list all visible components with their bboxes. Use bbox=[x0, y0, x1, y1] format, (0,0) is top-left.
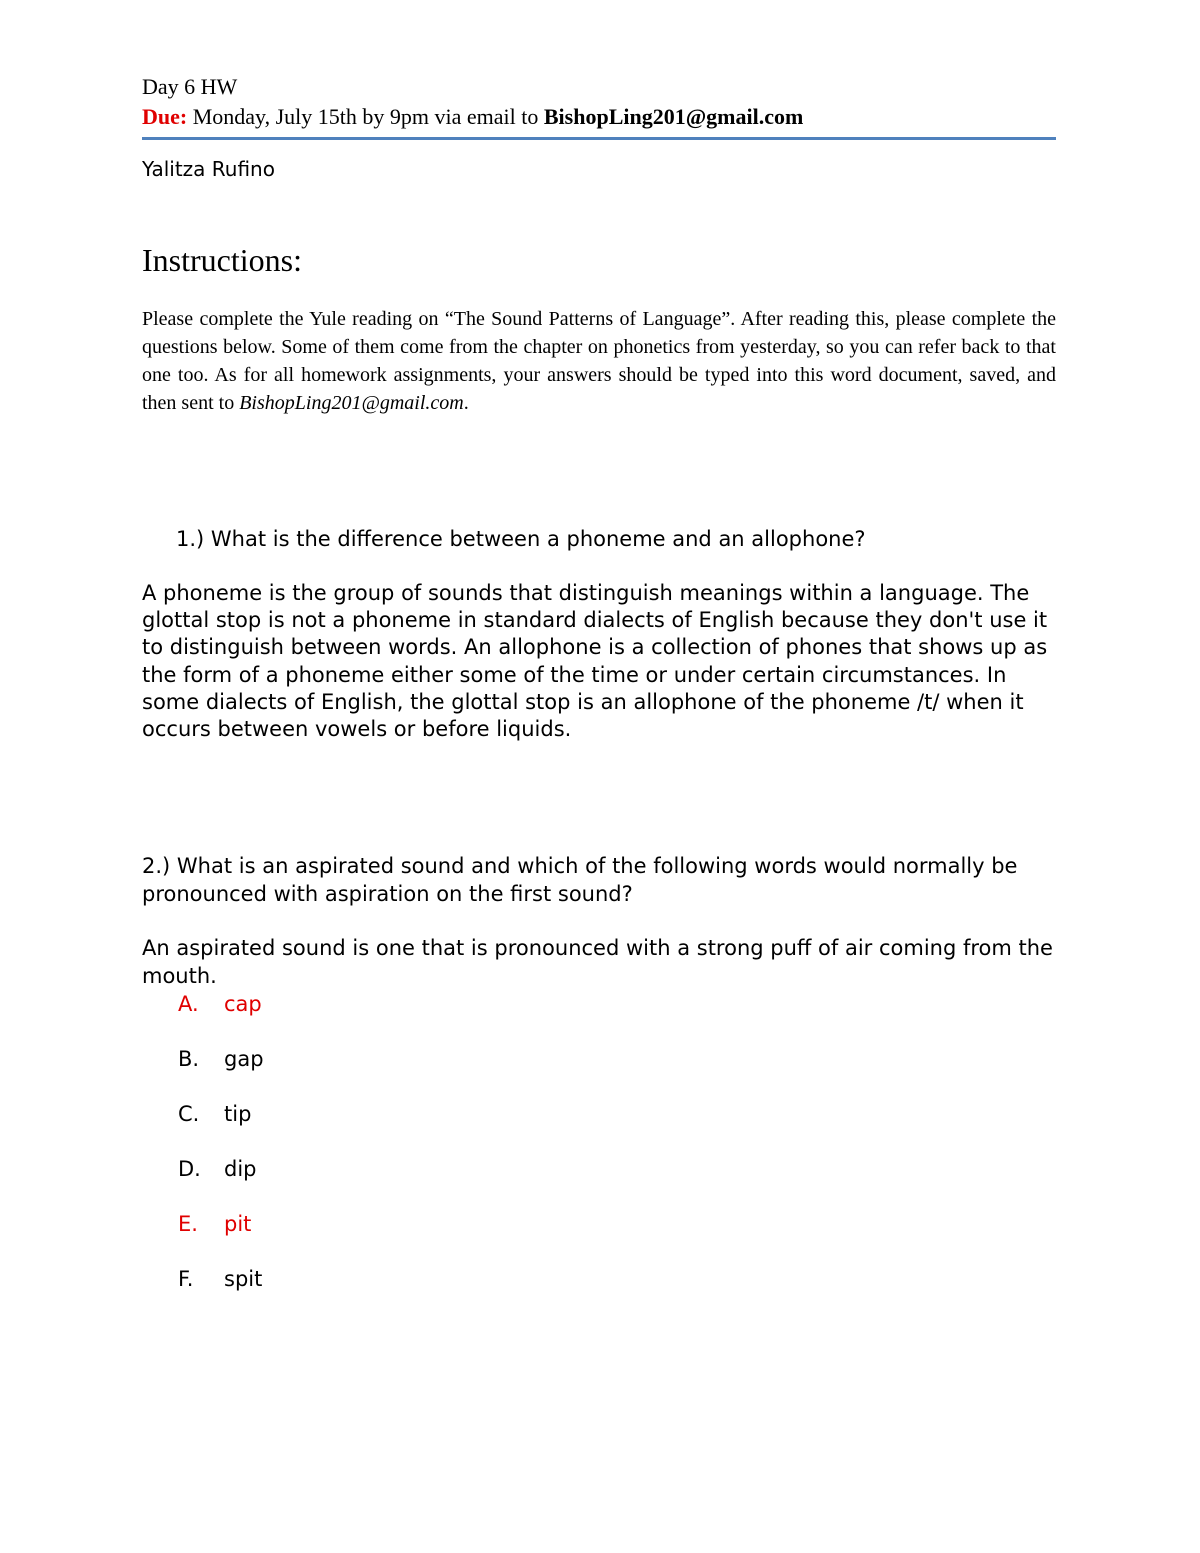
header-rule bbox=[142, 137, 1056, 140]
option-word: dip bbox=[224, 1157, 257, 1181]
question-2-number: 2.) bbox=[142, 854, 171, 878]
option-letter: E. bbox=[178, 1212, 198, 1236]
option-word: cap bbox=[224, 992, 262, 1016]
option-letter: B. bbox=[178, 1047, 200, 1071]
instructions-text: Please complete the Yule reading on “The Sound Patterns of Language”. After reading this, please complete the questions below. Some of them come from the chapter on phonetics from yesterday, so you can refer back to that one too. As for all homework assignments, your answers should be typed into this word document, saved, and then sent to bbox=[142, 308, 1056, 414]
option-b bbox=[178, 1045, 264, 1100]
option-a bbox=[178, 990, 264, 1045]
answer-2: An aspirated sound is one that is pronounced with a strong puff of air coming from the mouth. bbox=[142, 936, 1053, 988]
option-f bbox=[178, 1265, 264, 1320]
option-e bbox=[178, 1210, 264, 1265]
instructions-email: BishopLing201@gmail.com bbox=[239, 392, 464, 414]
option-c bbox=[178, 1100, 264, 1155]
question-2-text: What is an aspirated sound and which of the following words would normally be pronounced with aspiration on the first sound? bbox=[142, 854, 1018, 906]
due-email: BishopLing201@gmail.com bbox=[543, 104, 804, 129]
option-letter: C. bbox=[178, 1102, 200, 1126]
option-word: pit bbox=[224, 1212, 252, 1236]
due-line bbox=[142, 102, 1056, 132]
answer-options bbox=[178, 990, 264, 1320]
option-word: gap bbox=[224, 1047, 264, 1071]
student-name: Yalitza Rufino bbox=[142, 157, 275, 181]
instructions-body bbox=[142, 305, 1056, 417]
due-text: Monday, July 15th by 9pm via email to bbox=[187, 104, 544, 129]
option-letter: F. bbox=[178, 1267, 194, 1291]
due-label: Due: bbox=[142, 104, 188, 129]
answer-1: A phoneme is the group of sounds that distinguish meanings within a language. The glottal stop is not a phoneme in standard dialects of English because they don't use it to distinguish between words. An allophone is a collection of phones that shows up as the form of a phoneme either some of the time or under certain circumstances. In some dialects of English, the glottal stop is an allophone of the phoneme /t/ when it occurs between vowels or before liquids. bbox=[142, 581, 1048, 742]
question-1-text: What is the difference between a phoneme and an allophone? bbox=[210, 527, 866, 551]
question-1 bbox=[176, 525, 866, 553]
option-letter: D. bbox=[178, 1157, 201, 1181]
option-word: spit bbox=[224, 1267, 263, 1291]
option-word: tip bbox=[224, 1102, 252, 1126]
document-header bbox=[142, 72, 1056, 132]
option-letter: A. bbox=[178, 992, 199, 1016]
question-2 bbox=[142, 853, 1057, 908]
question-1-number: 1.) bbox=[176, 527, 205, 551]
option-d bbox=[178, 1155, 264, 1210]
instructions-end: . bbox=[463, 392, 469, 414]
document-title: Day 6 HW bbox=[142, 74, 238, 99]
instructions-heading: Instructions: bbox=[142, 242, 302, 278]
